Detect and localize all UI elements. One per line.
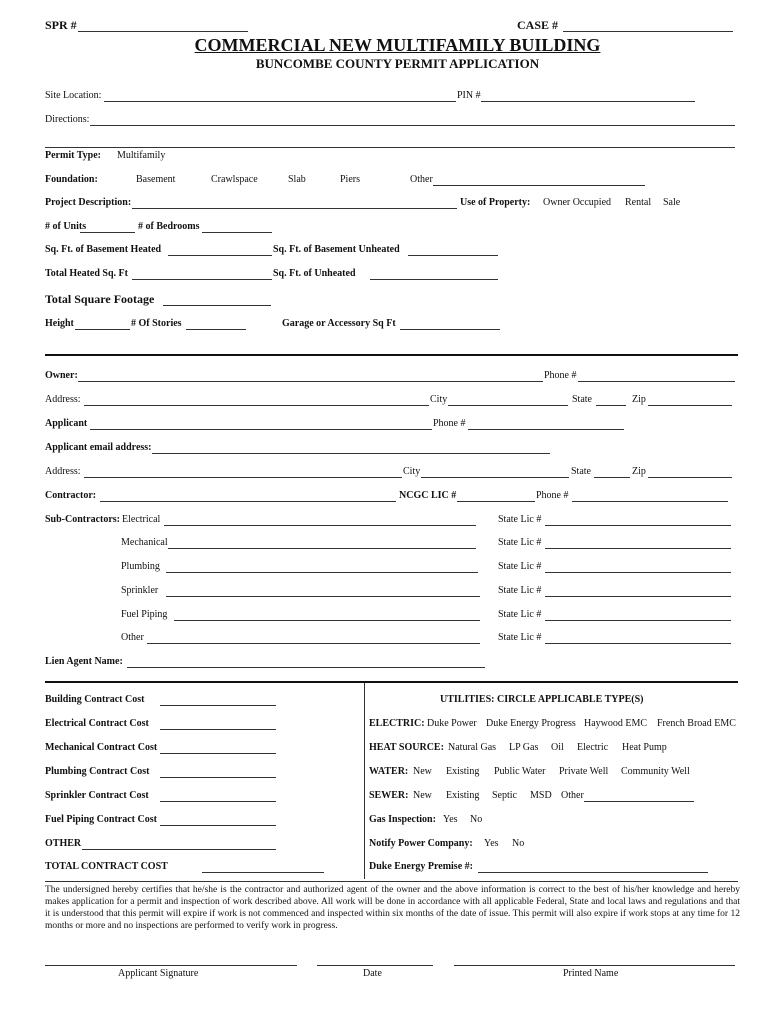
directions-field[interactable] [90, 125, 735, 126]
subcontractors-label: Sub-Contractors: [45, 514, 120, 525]
owner-city-label: City [430, 394, 448, 405]
directions-label: Directions: [45, 114, 90, 125]
directions-field-2[interactable] [45, 147, 735, 148]
garage-label: Garage or Accessory Sq Ft [282, 318, 396, 329]
cost-fuel-piping-label: Fuel Piping Contract Cost [45, 814, 157, 825]
foundation-piers[interactable]: Piers [340, 174, 360, 185]
owner-state-field[interactable] [596, 405, 626, 406]
duke-premise-label: Duke Energy Premise #: [369, 861, 473, 872]
sub-other-field[interactable] [147, 643, 480, 644]
site-location-label: Site Location: [45, 90, 102, 101]
height-field[interactable] [75, 329, 130, 330]
sewer-other-field[interactable] [584, 801, 694, 802]
notify-power-label: Notify Power Company: [369, 838, 473, 849]
sub-sprinkler-lic-label: State Lic # [498, 585, 542, 596]
owner-state-label: State [572, 394, 592, 405]
column-divider [364, 683, 365, 879]
electric-duke-progress[interactable]: Duke Energy Progress [486, 718, 576, 729]
units-label: # of Units [45, 221, 87, 232]
cost-other-field[interactable] [82, 849, 276, 850]
spr-label: SPR # [45, 18, 77, 32]
sub-fuel-piping-field[interactable] [174, 620, 480, 621]
applicant-phone-field[interactable] [468, 429, 624, 430]
notify-no[interactable]: No [512, 838, 525, 849]
owner-address-field[interactable] [84, 405, 429, 406]
gas-no[interactable]: No [470, 814, 483, 825]
notify-yes[interactable]: Yes [484, 838, 499, 849]
contractor-phone-label: Phone # [536, 490, 569, 501]
cost-electrical-field[interactable] [160, 729, 276, 730]
applicant-city-field[interactable] [421, 477, 569, 478]
sub-fuel-piping-lic-field[interactable] [545, 620, 731, 621]
sub-electrical-lic-field[interactable] [545, 525, 731, 526]
stories-label: # Of Stories [131, 318, 182, 329]
unheated-field[interactable] [370, 279, 498, 280]
cost-other-label: OTHER [45, 838, 82, 849]
applicant-state-field[interactable] [594, 477, 630, 478]
pin-label: PIN # [457, 90, 481, 101]
heat-natural-gas[interactable]: Natural Gas [448, 742, 497, 753]
water-new[interactable]: New [413, 766, 432, 777]
cost-sprinkler-label: Sprinkler Contract Cost [45, 790, 149, 801]
sub-plumbing-lic-label: State Lic # [498, 561, 542, 572]
sub-sprinkler-field[interactable] [166, 596, 480, 597]
applicant-phone-label: Phone # [433, 418, 466, 429]
owner-city-field[interactable] [448, 405, 568, 406]
bedrooms-field[interactable] [202, 232, 272, 233]
basement-heated-field[interactable] [168, 255, 272, 256]
use-owner-occupied[interactable]: Owner Occupied [543, 197, 612, 208]
electric-label: ELECTRIC: [369, 718, 425, 729]
permit-type-label: Permit Type: [45, 150, 102, 161]
page-subtitle: BUNCOMBE COUNTY PERMIT APPLICATION [255, 56, 540, 71]
electric-french-broad[interactable]: French Broad EMC [657, 718, 736, 729]
cost-building-field[interactable] [160, 705, 276, 706]
cost-building-label: Building Contract Cost [45, 694, 145, 705]
permit-type-value: Multifamily [117, 150, 166, 161]
sub-sprinkler-lic-field[interactable] [545, 596, 731, 597]
owner-field[interactable] [78, 381, 543, 382]
applicant-signature-field[interactable] [45, 965, 297, 966]
sub-plumbing-label: Plumbing [121, 561, 160, 572]
use-of-property-label: Use of Property: [460, 197, 531, 208]
total-square-footage-label: Total Square Footage [45, 292, 155, 306]
lien-agent-label: Lien Agent Name: [45, 656, 123, 667]
owner-zip-field[interactable] [648, 405, 732, 406]
sub-other-lic-field[interactable] [545, 643, 731, 644]
applicant-signature-label: Applicant Signature [118, 968, 199, 979]
heat-source-label: HEAT SOURCE: [369, 742, 444, 753]
printed-name-field[interactable] [454, 965, 735, 966]
water-label: WATER: [369, 766, 409, 777]
sub-electrical-field[interactable] [164, 525, 476, 526]
electric-duke-power[interactable]: Duke Power [427, 718, 477, 729]
use-rental[interactable]: Rental [625, 197, 652, 208]
foundation-other[interactable]: Other [410, 174, 433, 185]
cost-total-label: TOTAL CONTRACT COST [45, 861, 168, 872]
sewer-existing[interactable]: Existing [446, 790, 480, 801]
cost-mechanical-field[interactable] [160, 753, 276, 754]
foundation-label: Foundation: [45, 174, 98, 185]
owner-phone-label: Phone # [544, 370, 577, 381]
electric-haywood[interactable]: Haywood EMC [584, 718, 648, 729]
heat-pump[interactable]: Heat Pump [622, 742, 667, 753]
applicant-field[interactable] [90, 429, 432, 430]
contractor-field[interactable] [100, 501, 396, 502]
gas-yes[interactable]: Yes [443, 814, 458, 825]
cost-sprinkler-field[interactable] [160, 801, 276, 802]
pin-field[interactable] [481, 101, 695, 102]
case-field[interactable] [563, 31, 733, 32]
owner-phone-field[interactable] [578, 381, 735, 382]
sub-mechanical-label: Mechanical [121, 537, 168, 548]
total-square-footage-field[interactable] [163, 305, 271, 306]
owner-label: Owner: [45, 370, 78, 381]
unheated-label: Sq. Ft. of Unheated [273, 268, 356, 279]
date-label: Date [363, 968, 382, 979]
sewer-other[interactable]: Other [561, 790, 584, 801]
total-heated-field[interactable] [132, 279, 272, 280]
applicant-label: Applicant [45, 418, 88, 429]
water-community-well[interactable]: Community Well [621, 766, 690, 777]
cost-fuel-piping-field[interactable] [160, 825, 276, 826]
applicant-email-field[interactable] [152, 453, 550, 454]
case-label: CASE # [517, 18, 559, 32]
section-divider-3 [45, 881, 738, 882]
foundation-slab[interactable]: Slab [288, 174, 306, 185]
applicant-zip-label: Zip [632, 466, 646, 477]
cost-plumbing-label: Plumbing Contract Cost [45, 766, 150, 777]
heat-electric[interactable]: Electric [577, 742, 609, 753]
garage-field[interactable] [400, 329, 500, 330]
sub-plumbing-lic-field[interactable] [545, 572, 731, 573]
applicant-address-label: Address: [45, 466, 81, 477]
heat-lp-gas[interactable]: LP Gas [509, 742, 539, 753]
basement-unheated-field[interactable] [408, 255, 498, 256]
section-divider-2 [45, 681, 738, 683]
lien-agent-field[interactable] [127, 667, 485, 668]
sewer-septic[interactable]: Septic [492, 790, 517, 801]
heat-oil[interactable]: Oil [551, 742, 564, 753]
applicant-city-label: City [403, 466, 421, 477]
applicant-address-field[interactable] [84, 477, 402, 478]
foundation-other-field[interactable] [433, 185, 645, 186]
cost-plumbing-field[interactable] [160, 777, 276, 778]
sub-mechanical-lic-field[interactable] [545, 548, 731, 549]
applicant-state-label: State [571, 466, 591, 477]
cost-total-field[interactable] [202, 872, 324, 873]
section-divider [45, 354, 738, 356]
basement-unheated-label: Sq. Ft. of Basement Unheated [273, 244, 400, 255]
site-location-field[interactable] [104, 101, 456, 102]
total-heated-label: Total Heated Sq. Ft [45, 268, 128, 279]
sub-other-label: Other [121, 632, 144, 643]
applicant-email-label: Applicant email address: [45, 442, 152, 453]
water-existing[interactable]: Existing [446, 766, 480, 777]
project-description-label: Project Description: [45, 197, 132, 208]
sub-fuel-piping-label: Fuel Piping [121, 609, 168, 620]
date-field[interactable] [317, 965, 433, 966]
printed-name-label: Printed Name [563, 968, 619, 979]
sewer-new[interactable]: New [413, 790, 432, 801]
duke-premise-field[interactable] [478, 872, 708, 873]
bedrooms-label: # of Bedrooms [138, 221, 200, 232]
sub-electrical-label: Electrical [122, 514, 161, 525]
water-private-well[interactable]: Private Well [559, 766, 609, 777]
contractor-phone-field[interactable] [572, 501, 728, 502]
applicant-zip-field[interactable] [648, 477, 732, 478]
foundation-basement[interactable]: Basement [136, 174, 176, 185]
height-label: Height [45, 318, 74, 329]
ncgc-lic-label: NCGC LIC # [399, 490, 457, 501]
utilities-heading: UTILITIES: CIRCLE APPLICABLE TYPE(S) [440, 694, 644, 705]
certification-text: The undersigned hereby certifies that he/she is the contractor and authorized agent of the owner and the above information is correct to the best of his/her knowledge and hereby makes application for a permit and inspection of work described above. All work will be done in accordance with all applicable Federal, State and local laws and regulations and that it is understood that this permit will expire if work is not commenced and inspected within six months of the date of issue. This permit will also expire if work stops at any time for 12 months or more and no inspections are performed to verify work in progress. [45, 885, 740, 931]
cost-mechanical-label: Mechanical Contract Cost [45, 742, 158, 753]
sub-fuel-piping-lic-label: State Lic # [498, 609, 542, 620]
sewer-msd[interactable]: MSD [530, 790, 552, 801]
contractor-label: Contractor: [45, 490, 97, 501]
sub-other-lic-label: State Lic # [498, 632, 542, 643]
use-sale[interactable]: Sale [663, 197, 681, 208]
units-field[interactable] [80, 232, 135, 233]
stories-field[interactable] [186, 329, 246, 330]
sub-mechanical-field[interactable] [168, 548, 476, 549]
water-public[interactable]: Public Water [494, 766, 546, 777]
gas-inspection-label: Gas Inspection: [369, 814, 436, 825]
sub-plumbing-field[interactable] [166, 572, 478, 573]
sub-mechanical-lic-label: State Lic # [498, 537, 542, 548]
sewer-label: SEWER: [369, 790, 409, 801]
ncgc-lic-field[interactable] [457, 501, 535, 502]
foundation-crawlspace[interactable]: Crawlspace [211, 174, 258, 185]
basement-heated-label: Sq. Ft. of Basement Heated [45, 244, 162, 255]
cost-electrical-label: Electrical Contract Cost [45, 718, 149, 729]
page-title: COMMERCIAL NEW MULTIFAMILY BUILDING [194, 35, 601, 55]
sub-electrical-lic-label: State Lic # [498, 514, 542, 525]
owner-zip-label: Zip [632, 394, 646, 405]
sub-sprinkler-label: Sprinkler [121, 585, 159, 596]
owner-address-label: Address: [45, 394, 81, 405]
spr-field[interactable] [78, 31, 248, 32]
project-description-field[interactable] [132, 208, 457, 209]
